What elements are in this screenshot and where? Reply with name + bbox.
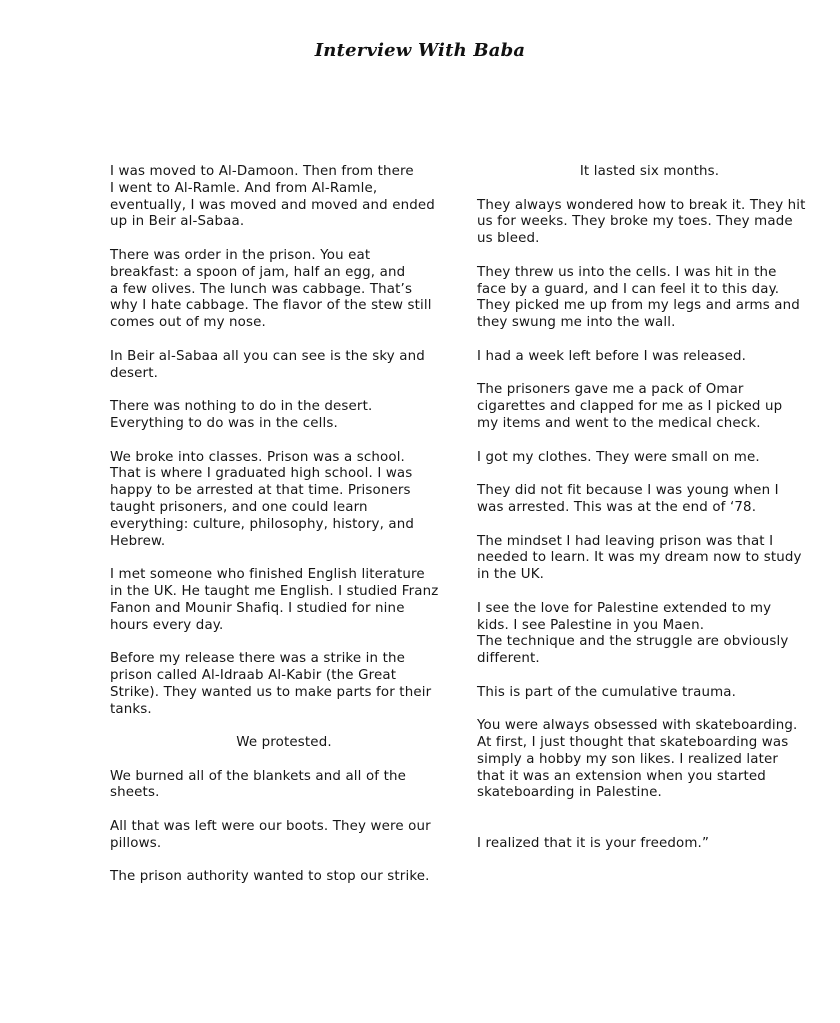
centered-paragraph: It lasted six months. xyxy=(579,164,720,179)
paragraph: There was order in the prison. You eat breakfast: a spoon of jam, half an egg, and a few olives. The lunch was cabbage. That’s why I hate cabbage. The flavor of the stew still comes out of my nose. xyxy=(110,247,432,331)
paragraph: They did not fit because I was young when I was arrested. This was at the end of ‘78. xyxy=(477,483,779,515)
right-text-column xyxy=(477,164,822,869)
paragraph: There was nothing to do in the desert. Everything to do was in the cells. xyxy=(110,399,373,431)
paragraph: All that was left were our boots. They were our pillows. xyxy=(110,819,431,851)
paragraph: They threw us into the cells. I was hit in the face by a guard, and I can feel it to this day. They picked me up from my legs and arms and they swung me into the wall. xyxy=(477,264,800,331)
paragraph: This is part of the cumulative trauma. xyxy=(477,684,737,700)
paragraph: I was moved to Al-Damoon. Then from there I went to Al-Ramle. And from Al-Ramle, eventually, I was moved and moved and ended up in Beir al-Sabaa. xyxy=(110,164,435,230)
paragraph: In Beir al-Sabaa all you can see is the sky and desert. xyxy=(110,348,425,381)
paragraph: The mindset I had leaving prison was that I needed to learn. It was my dream now to study in the UK. xyxy=(477,533,802,583)
paragraph: They always wondered how to break it. They hit us for weeks. They broke my toes. They made us bleed. xyxy=(477,197,806,247)
closing-paragraph: I realized that it is your freedom.” xyxy=(477,835,710,851)
paragraph: The prison authority wanted to stop our strike. xyxy=(110,869,430,885)
paragraph: I got my clothes. They were small on me. xyxy=(477,449,760,465)
paragraph: I see the love for Palestine extended to my kids. I see Palestine in you Maen. The technique and the struggle are obviously different. xyxy=(477,600,789,667)
paragraph: I had a week left before I was released. xyxy=(477,348,747,364)
paragraph: We burned all of the blankets and all of the sheets. xyxy=(110,768,406,801)
paragraph: We broke into classes. Prison was a school. That is where I graduated high school. I was happy to be arrested at that time. Prisoners taught prisoners, and one could learn everything: culture, philosophy, history, and Hebrew. xyxy=(110,449,415,549)
paragraph: You were always obsessed with skateboarding. At first, I just thought that skateboarding was simply a hobby my son likes. I realized later that it was an extension when you started skateboarding in Palestine. xyxy=(477,718,798,801)
paragraph: Before my release there was a strike in the prison called Al-Idraab Al-Kabir (the Great Strike). They wanted us to make parts for their tanks. xyxy=(110,651,432,717)
page-title: Interview With Baba xyxy=(314,40,526,61)
paragraph: The prisoners gave me a pack of Omar cigarettes and clapped for me as I picked up my items and went to the medical check. xyxy=(477,382,783,431)
paragraph: I met someone who finished English literature in the UK. He taught me English. I studied Franz Fanon and Mounir Shafiq. I studied for nine hours every day. xyxy=(110,567,439,633)
centered-paragraph: We protested. xyxy=(236,735,332,751)
left-text-column xyxy=(110,164,458,903)
